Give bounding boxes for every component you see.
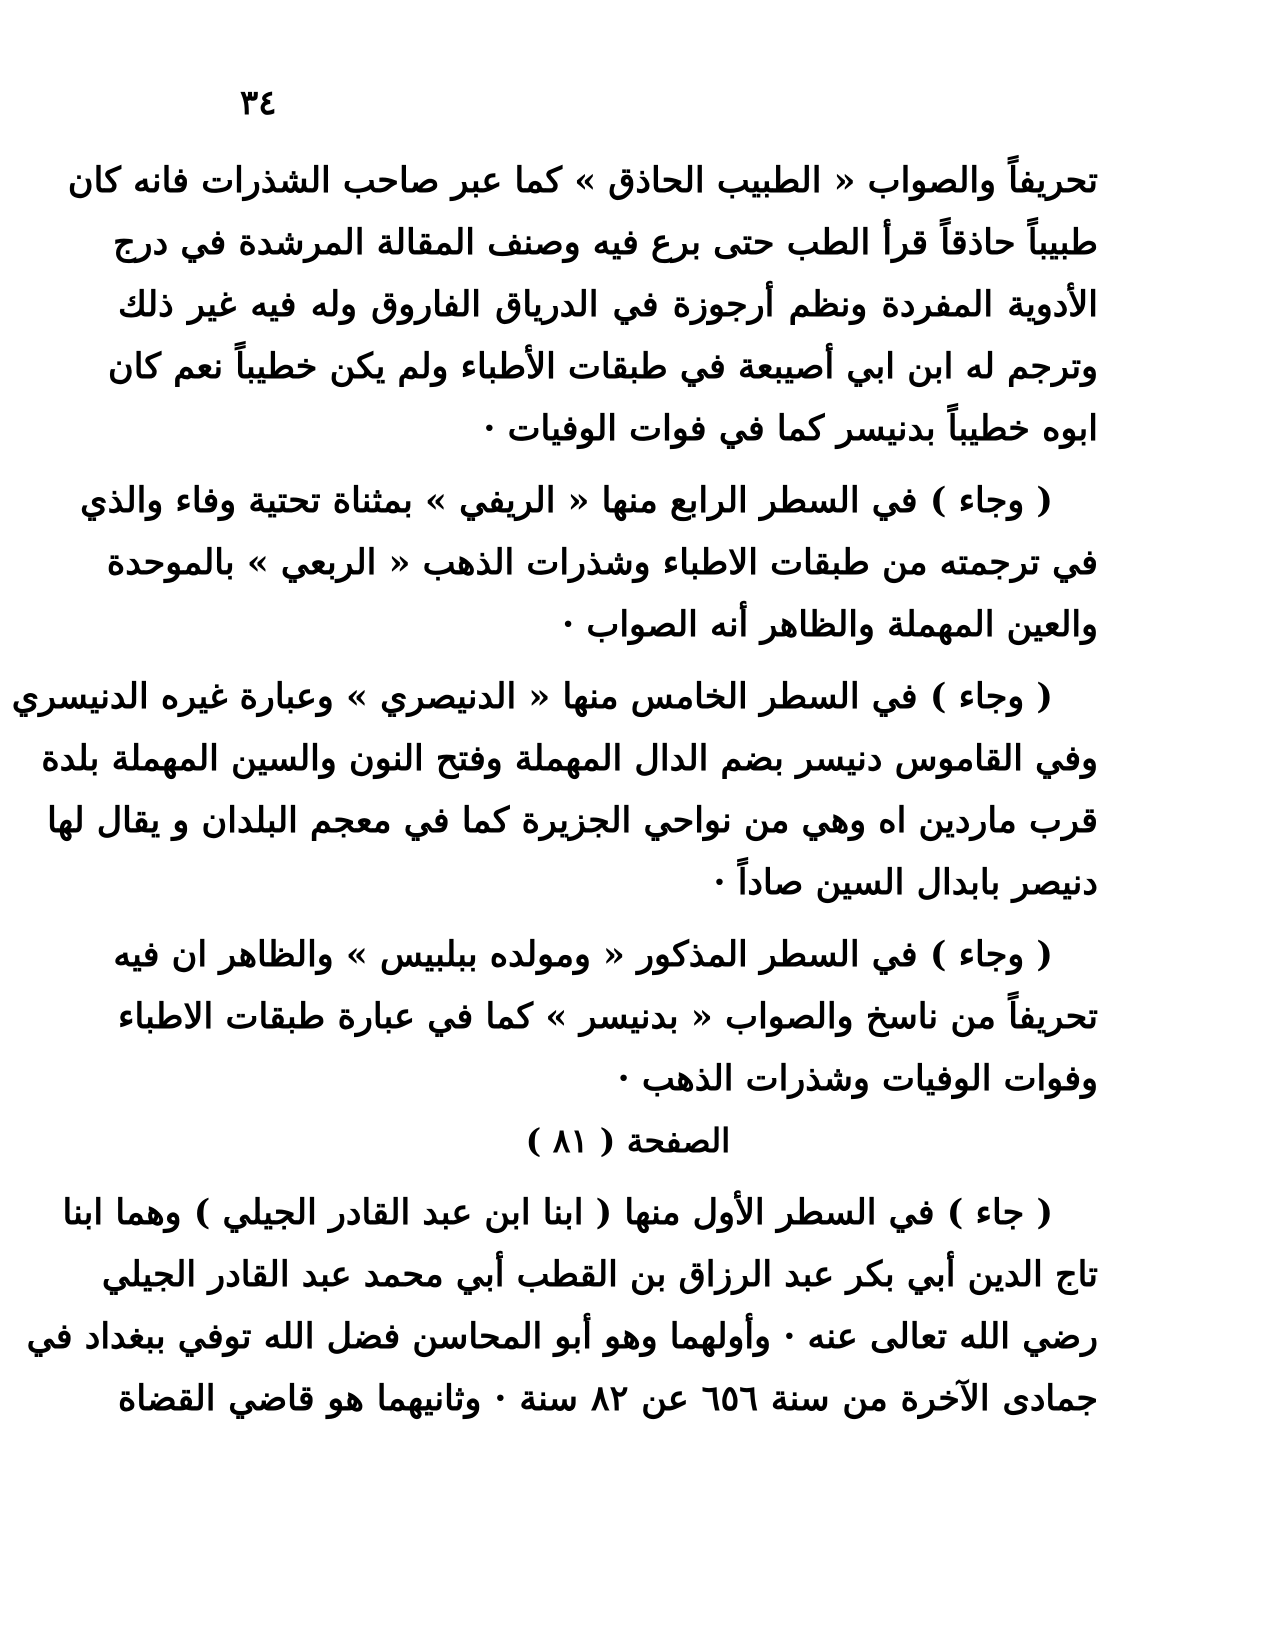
paragraph-3: [11, 666, 1098, 914]
page-number: ٣٤: [240, 83, 277, 123]
text-line: تحريفاً والصواب « الطبيب الحاذق » كما عبر صاحب الشذرات فانه كان: [67, 160, 1098, 201]
paragraph-2: [80, 470, 1098, 656]
text-line: والعين المهملة والظاهر أنه الصواب ·: [562, 604, 1098, 645]
text-line: طبيباً حاذقاً قرأ الطب حتى برع فيه وصنف المقالة المرشدة في درج: [113, 222, 1098, 263]
body-text: [11, 150, 1098, 1430]
text-line: وفي القاموس دنيسر بضم الدال المهملة وفتح النون والسين المهملة بلدة: [41, 738, 1098, 779]
text-line: ابوه خطيباً بدنيسر كما في فوات الوفيات ·: [483, 408, 1098, 449]
section-heading: الصفحة ( ٨١ ): [525, 1121, 731, 1160]
text-line: وفوات الوفيات وشذرات الذهب ·: [617, 1058, 1098, 1099]
text-line: قرب ماردين اه وهي من نواحي الجزيرة كما في معجم البلدان و يقال لها: [47, 800, 1098, 841]
paragraph-gap: [118, 460, 1098, 470]
text-line: تحريفاً من ناسخ والصواب « بدنيسر » كما في عبارة طبقات الاطباء: [118, 996, 1098, 1037]
paragraph-gap: [118, 914, 1098, 924]
paragraph-4: [113, 924, 1098, 1110]
text-line: جمادى الآخرة من سنة ٦٥٦ عن ٨٢ سنة · وثانيهما هو قاضي القضاة: [118, 1378, 1098, 1419]
paragraph-1: [67, 150, 1098, 460]
paragraph-gap: [118, 656, 1098, 666]
text-line: تاج الدين أبي بكر عبد الرزاق بن القطب أبي محمد عبد القادر الجيلي: [101, 1254, 1098, 1295]
text-line: رضي الله تعالى عنه · وأولهما وهو أبو المحاسن فضل الله توفي ببغداد في: [26, 1316, 1098, 1357]
text-line: وترجم له ابن ابي أصيبعة في طبقات الأطباء ولم يكن خطيباً نعم كان: [107, 346, 1098, 387]
text-line: ( وجاء ) في السطر الرابع منها « الريفي » بمثناة تحتية وفاء والذي: [80, 480, 1053, 521]
text-line: دنيصر بابدال السين صاداً ·: [713, 862, 1098, 903]
text-line: ( جاء ) في السطر الأول منها ( ابنا ابن عبد القادر الجيلي ) وهما ابنا: [62, 1192, 1053, 1233]
text-line: الأدوية المفردة ونظم أرجوزة في الدرياق الفاروق وله فيه غير ذلك: [118, 284, 1098, 325]
text-line: ( وجاء ) في السطر المذكور « ومولده ببلبيس » والظاهر ان فيه: [113, 934, 1053, 975]
section-paragraph: [26, 1182, 1098, 1430]
paragraph-gap: [118, 1172, 1098, 1182]
text-line: ( وجاء ) في السطر الخامس منها « الدنيصري » وعبارة غيره الدنيسري: [11, 676, 1053, 717]
text-line: في ترجمته من طبقات الاطباء وشذرات الذهب « الربعي » بالموحدة: [106, 542, 1098, 583]
